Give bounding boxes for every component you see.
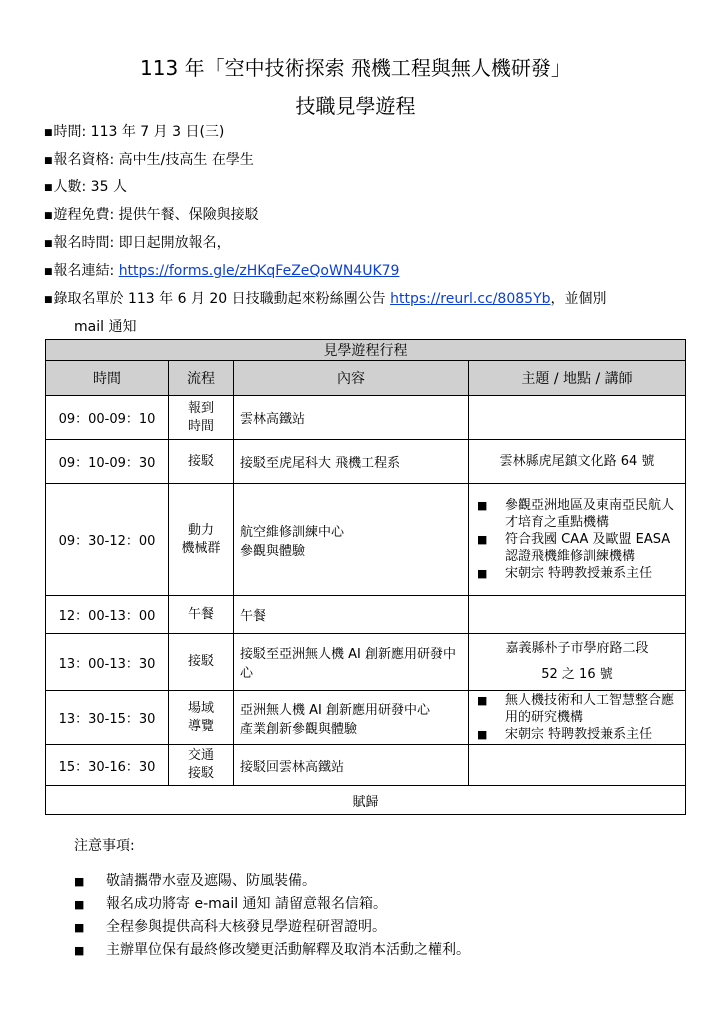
- square-bullet-icon: ■: [44, 211, 53, 221]
- info-item: [44, 122, 224, 143]
- row-content: 接駁至虎尾科大 飛機工程系: [234, 440, 469, 484]
- header-topic: 主題 / 地點 / 講師: [469, 361, 686, 396]
- note-text: 敬請攜帶水壺及遮陽、防風裝備。: [106, 873, 316, 889]
- topic-item: [475, 565, 679, 582]
- square-bullet-icon: ■: [477, 499, 488, 512]
- square-bullet-icon: ■: [44, 156, 53, 166]
- topic-text: 雲林縣虎尾鎮文化路 64 號: [499, 453, 655, 469]
- topic-text: 宋朝宗 特聘教授兼系主任: [505, 566, 653, 581]
- row-topic: [469, 440, 686, 484]
- row-time: 15：30-16：30: [46, 745, 169, 786]
- row-topic: [469, 484, 686, 596]
- note-item: [74, 870, 470, 893]
- info-item: [44, 289, 607, 310]
- page-subtitle: 技職見學遊程: [295, 94, 416, 118]
- square-bullet-icon: ■: [44, 267, 53, 277]
- page-title: 113 年「空中技術探索 飛機工程與無人機研發」: [140, 56, 571, 80]
- row-flow: 交通 接駁: [169, 745, 234, 786]
- notes-list: [74, 870, 470, 962]
- row-topic: [469, 634, 686, 691]
- schedule-footer: 賦歸: [46, 786, 686, 815]
- header-content: 內容: [234, 361, 469, 396]
- row-topic: [469, 396, 686, 440]
- row-flow: 接駁: [169, 440, 234, 484]
- topic-text: 宋朝宗 特聘教授兼系主任: [505, 727, 653, 742]
- header-time: 時間: [46, 361, 169, 396]
- topic-text: 符合我國 CAA 及歐盟 EASA 認證飛機維修訓練機構: [505, 532, 671, 564]
- header-flow: 流程: [169, 361, 234, 396]
- row-flow: 報到 時間: [169, 396, 234, 440]
- info-item: [44, 177, 127, 198]
- table-row: [46, 634, 686, 691]
- table-row: [46, 484, 686, 596]
- topic-item: [475, 726, 679, 743]
- row-topic: [469, 691, 686, 745]
- notes-title: 注意事項:: [74, 838, 135, 854]
- row-flow: 接駁: [169, 634, 234, 691]
- square-bullet-icon: ■: [477, 533, 488, 546]
- square-bullet-icon: ■: [74, 875, 85, 888]
- square-bullet-icon: ■: [74, 921, 85, 934]
- square-bullet-icon: ■: [477, 728, 488, 741]
- info-label: 錄取名單於 113 年 6 月 20 日技職動起來粉絲團公告: [53, 291, 391, 307]
- square-bullet-icon: ■: [44, 128, 53, 138]
- info-label: 時間: 113 年 7 月 3 日(三): [53, 124, 225, 140]
- row-flow: 動力 機械群: [169, 484, 234, 596]
- info-label: 報名連結:: [53, 263, 119, 279]
- info-item: [44, 150, 254, 171]
- table-row: [46, 745, 686, 786]
- row-flow: 午餐: [169, 596, 234, 634]
- schedule-caption: 見學遊程行程: [46, 340, 686, 361]
- topic-item: [475, 692, 679, 726]
- info-item: [44, 233, 231, 254]
- square-bullet-icon: ■: [44, 183, 53, 193]
- row-topic: [469, 745, 686, 786]
- info-item: [44, 205, 259, 226]
- note-text: 主辦單位保有最終修改變更活動解釋及取消本活動之權利。: [106, 942, 470, 958]
- schedule-table: [45, 339, 686, 815]
- row-time: 09：10-09：30: [46, 440, 169, 484]
- topic-text: 參觀亞洲地區及東南亞民航人才培育之重點機構: [505, 498, 675, 530]
- table-row: [46, 440, 686, 484]
- info-continuation: mail 通知: [74, 319, 137, 335]
- row-content: 接駁回雲林高鐵站: [234, 745, 469, 786]
- note-text: 報名成功將寄 e-mail 通知 請留意報名信箱。: [106, 896, 388, 912]
- square-bullet-icon: ■: [74, 898, 85, 911]
- row-content: 接駁至亞洲無人機 AI 創新應用研發中心: [234, 634, 469, 691]
- row-time: 13：00-13：30: [46, 634, 169, 691]
- table-row: [46, 396, 686, 440]
- info-label: 遊程免費: 提供午餐、保險與接駁: [53, 207, 259, 223]
- square-bullet-icon: ■: [44, 239, 53, 249]
- row-topic: [469, 596, 686, 634]
- info-suffix: ，並個別: [550, 291, 607, 307]
- row-content: 航空維修訓練中心 參觀與體驗: [234, 484, 469, 596]
- note-item: [74, 893, 470, 916]
- note-text: 全程參與提供高科大核發見學遊程研習證明。: [106, 919, 386, 935]
- square-bullet-icon: ■: [477, 567, 488, 580]
- topic-text: 嘉義縣朴子市學府路二段 52 之 16 號: [505, 641, 649, 682]
- square-bullet-icon: ■: [44, 295, 53, 305]
- note-item: [74, 916, 470, 939]
- row-time: 09：00-09：10: [46, 396, 169, 440]
- info-item: [44, 261, 399, 282]
- topic-item: [475, 497, 679, 531]
- info-label: 報名資格: 高中生/技高生 在學生: [53, 152, 254, 168]
- row-time: 12：00-13：00: [46, 596, 169, 634]
- square-bullet-icon: ■: [74, 944, 85, 957]
- square-bullet-icon: ■: [477, 694, 488, 707]
- table-row: [46, 596, 686, 634]
- note-item: [74, 939, 470, 962]
- row-content: 午餐: [234, 596, 469, 634]
- topic-text: 無人機技術和人工智慧整合應用的研究機構: [505, 693, 675, 725]
- info-link[interactable]: https://reurl.cc/8085Yb: [390, 291, 551, 307]
- row-time: 09：30-12：00: [46, 484, 169, 596]
- row-flow: 場域 導覽: [169, 691, 234, 745]
- row-time: 13：30-15：30: [46, 691, 169, 745]
- info-link[interactable]: https://forms.gle/zHKqFeZeQoWN4UK79: [118, 263, 400, 279]
- topic-item: [475, 531, 679, 565]
- info-label: 人數: 35 人: [53, 179, 127, 195]
- info-label: 報名時間: 即日起開放報名，: [53, 235, 231, 251]
- row-content: 亞洲無人機 AI 創新應用研發中心 產業創新參觀與體驗: [234, 691, 469, 745]
- row-content: 雲林高鐵站: [234, 396, 469, 440]
- table-row: [46, 691, 686, 745]
